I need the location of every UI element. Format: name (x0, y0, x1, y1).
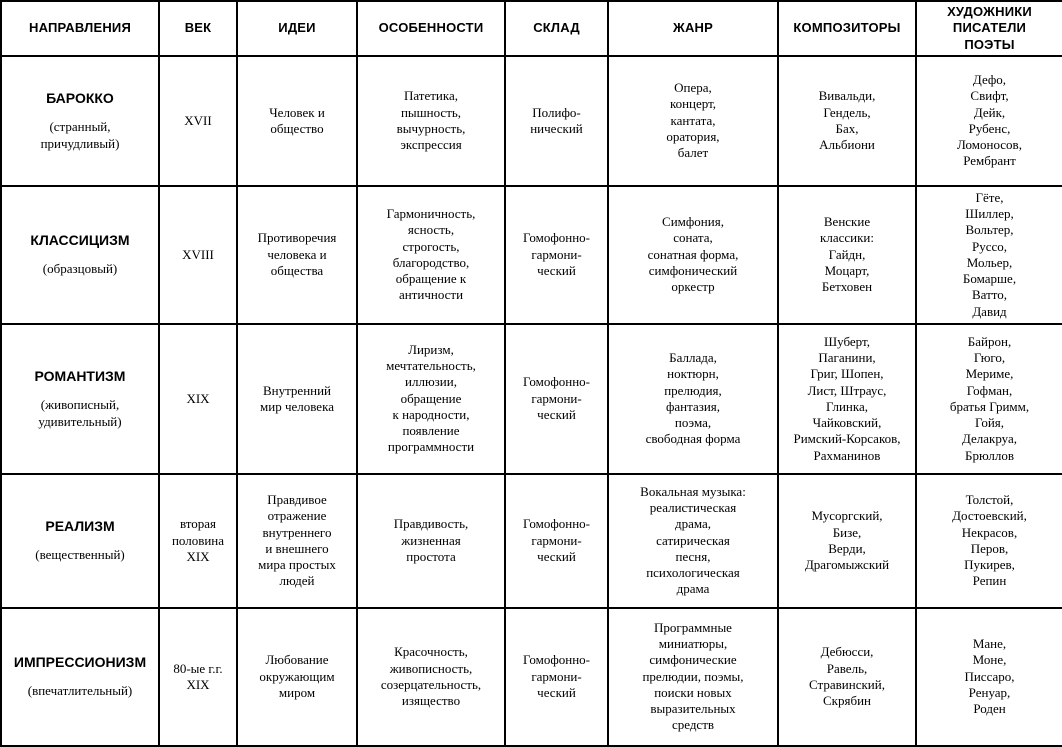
cell-line: Бах, (835, 120, 859, 136)
cell-line: концерт, (669, 96, 717, 112)
texture-cell (505, 608, 608, 746)
cell-line: отражение (267, 508, 327, 524)
cell-line: изящество (401, 693, 461, 708)
direction-description (5, 119, 155, 152)
cell-line: Бизе, (832, 524, 862, 540)
cell-line: Свифт, (970, 88, 1009, 104)
direction-cell (1, 324, 159, 474)
direction-name: РЕАЛИЗМ (45, 517, 115, 534)
cell-line: строгость, (402, 238, 460, 254)
cell-line: (впечатлительный) (27, 683, 133, 699)
cell-line: (живописный, (40, 397, 120, 413)
ideas-cell (237, 324, 357, 474)
cell-line: Григ, Шопен, (810, 366, 884, 382)
cell-line: Гендель, (823, 104, 871, 120)
direction-description (5, 397, 155, 430)
cell-line: Человек и (269, 104, 325, 120)
direction-cell (1, 56, 159, 186)
cell-line: пышность, (400, 104, 462, 120)
cell-line: симфонический (648, 262, 738, 278)
cell-line: Шуберт, (824, 333, 870, 349)
cell-line: Вокальная музыка: (640, 483, 746, 499)
cell-line: Мольер, (966, 254, 1013, 270)
cell-line: Руссо, (971, 238, 1008, 254)
cell-line: симфонические (649, 652, 737, 668)
texture-cell (505, 186, 608, 324)
cell-line: Стравинский, (809, 676, 885, 692)
cell-line: Шиллер, (965, 206, 1014, 221)
cell-line: соната, (673, 230, 713, 246)
cell-line: песня, (675, 548, 711, 564)
cell-line: Равель, (826, 660, 868, 676)
cell-line: (вещественный) (35, 547, 125, 563)
cell-line: Полифо- (532, 104, 581, 120)
cell-line: прелюдии, поэмы, (642, 668, 744, 684)
cell-line: Ломоносов, (957, 137, 1022, 152)
century-cell (159, 324, 237, 474)
cell-line: Симфония, (662, 214, 724, 230)
cell-line: Толстой, (965, 492, 1014, 507)
cell-line: Ватто, (971, 287, 1008, 303)
cell-line: Чайковский, (812, 415, 882, 430)
ideas-cell (237, 186, 357, 324)
table-row (1, 186, 1062, 324)
cell-line: Гармоничность, (386, 206, 476, 221)
cell-line: Скрябин (823, 693, 871, 708)
artists-cell (916, 186, 1062, 324)
features-cell (357, 186, 505, 324)
direction-description (5, 261, 155, 277)
cell-line: Драгомыжский (804, 557, 890, 572)
cell-line: Давид (972, 303, 1007, 319)
cell-line: ПИСАТЕЛИ (952, 20, 1027, 36)
cell-line: Моне, (972, 652, 1007, 668)
header-composers: КОМПОЗИТОРЫ (778, 1, 916, 56)
cell-line: мир человека (260, 398, 334, 414)
cell-line: Гомофонно- (522, 516, 591, 532)
header-artists-writers-poets (916, 1, 1062, 56)
cell-line: Гойя, (974, 415, 1005, 430)
direction-cell (1, 474, 159, 608)
cell-line: Мериме, (965, 366, 1014, 382)
direction-cell (1, 608, 159, 746)
cell-line: Рахманинов (813, 447, 881, 463)
cell-line: XIX (186, 390, 210, 406)
cell-line: обращение к (395, 271, 467, 286)
cell-line: ческий (537, 406, 576, 422)
cell-line: живописность, (389, 660, 473, 676)
table-row (1, 608, 1062, 746)
cell-line: ческий (537, 684, 576, 700)
cell-line: психологическая (646, 565, 740, 581)
cell-line: внутреннего (262, 524, 332, 540)
header-texture: СКЛАД (505, 1, 608, 56)
composers-cell (778, 324, 916, 474)
cell-line: фантазия, (665, 398, 721, 414)
cell-line: поиски новых (654, 684, 732, 700)
artists-cell (916, 324, 1062, 474)
features-cell (357, 56, 505, 186)
direction-description (5, 547, 155, 563)
cell-line: Любование (265, 652, 329, 668)
genre-cell (608, 186, 778, 324)
cell-line: Внутренний (262, 382, 332, 398)
direction-name: ИМПРЕССИОНИЗМ (13, 653, 147, 670)
cell-line: общество (270, 120, 324, 136)
features-cell (357, 474, 505, 608)
cell-line: Перов, (970, 540, 1009, 556)
genre-cell (608, 608, 778, 746)
header-ideas: ИДЕИ (237, 1, 357, 56)
cell-line: ноктюрн, (667, 366, 719, 382)
cell-line: драма, (674, 516, 712, 532)
direction-name: КЛАССИЦИЗМ (30, 231, 130, 248)
cell-line: нический (530, 120, 583, 136)
texture-cell (505, 56, 608, 186)
cell-line: средств (671, 717, 715, 733)
cell-line: Противоречия (257, 230, 337, 246)
cell-line: Программные (654, 619, 732, 635)
cell-line: Вольтер, (965, 222, 1014, 238)
cell-line: Лист, Штраус, (807, 382, 887, 398)
cell-line: классики: (820, 230, 874, 246)
cell-line: сатирическая (656, 532, 730, 548)
cell-line: простота (406, 548, 456, 564)
cell-line: Правдивое (267, 492, 327, 507)
century-cell (159, 186, 237, 324)
cell-line: Бомарше, (962, 271, 1017, 286)
ideas-cell (237, 608, 357, 746)
cell-line: (образцовый) (42, 261, 118, 277)
century-cell (159, 608, 237, 746)
composers-cell (778, 186, 916, 324)
cell-line: Мане, (972, 636, 1007, 652)
cell-line: сонатная форма, (647, 246, 739, 262)
cell-line: XIX (186, 676, 210, 692)
cell-line: вычурность, (396, 120, 466, 136)
cell-line: Правдивость, (393, 516, 469, 532)
cell-line: программности (387, 439, 475, 455)
header-features: ОСОБЕННОСТИ (357, 1, 505, 56)
cell-line: экспрессия (400, 137, 462, 152)
cell-line: к народности, (392, 406, 470, 422)
cell-line: оратория, (666, 128, 720, 144)
cell-line: причудливый) (40, 135, 120, 151)
artists-cell (916, 608, 1062, 746)
cell-line: Гомофонно- (522, 374, 591, 390)
cell-line: Достоевский, (952, 508, 1027, 524)
cell-line: свободная форма (645, 431, 741, 447)
texture-cell (505, 474, 608, 608)
cell-line: Красочность, (394, 644, 468, 660)
cell-line: Гомофонно- (522, 230, 591, 246)
cell-line: Баллада, (669, 350, 717, 365)
cell-line: Рембрант (963, 153, 1016, 169)
features-cell (357, 324, 505, 474)
cell-line: античности (398, 287, 464, 303)
table-row (1, 324, 1062, 474)
cell-line: Некрасов, (961, 524, 1018, 540)
cell-line: Паганини, (818, 350, 876, 365)
header-genre: ЖАНР (608, 1, 778, 56)
century-cell (159, 56, 237, 186)
ideas-cell (237, 56, 357, 186)
direction-name: РОМАНТИЗМ (34, 367, 126, 384)
cell-line: Гайдн, (828, 246, 866, 262)
table-row (1, 56, 1062, 186)
cell-line: Патетика, (403, 88, 459, 104)
cell-line: гармони- (531, 668, 582, 684)
artists-cell (916, 56, 1062, 186)
cell-line: благородство, (392, 254, 470, 270)
cell-line: XVII (184, 112, 212, 128)
cell-line: кантата, (670, 112, 716, 128)
cell-line: Дейк, (973, 104, 1006, 120)
cell-line: миниатюры, (658, 636, 728, 652)
genre-cell (608, 324, 778, 474)
direction-description (5, 683, 155, 699)
cell-line: ческий (537, 548, 576, 564)
cell-line: реалистическая (649, 500, 737, 516)
table-row (1, 474, 1062, 608)
cell-line: Мусоргский, (811, 508, 883, 524)
cell-line: Дебюсси, (820, 644, 874, 660)
direction-name: БАРОККО (46, 89, 114, 106)
cell-line: и внешнего (265, 540, 329, 556)
texture-cell (505, 324, 608, 474)
cell-line: ческий (537, 262, 576, 278)
cell-line: выразительных (650, 701, 736, 717)
cell-line: Бетховен (821, 279, 873, 295)
cell-line: Глинка, (825, 398, 869, 414)
century-cell (159, 474, 237, 608)
cell-line: ХУДОЖНИКИ (947, 4, 1032, 19)
cell-line: человека и (267, 246, 327, 262)
cell-line: Римский-Корсаков, (793, 431, 901, 447)
composers-cell (778, 474, 916, 608)
header-directions: НАПРАВЛЕНИЯ (1, 1, 159, 56)
cell-line: Моцарт, (824, 262, 870, 278)
cell-line: XIX (186, 548, 210, 564)
cell-line: Роден (973, 701, 1006, 717)
cell-line: Репин (972, 573, 1007, 589)
cell-line: Верди, (828, 540, 866, 556)
composers-cell (778, 608, 916, 746)
cell-line: Пукирев, (964, 557, 1015, 572)
cell-line: ясность, (407, 222, 455, 238)
cell-line: гармони- (531, 246, 582, 262)
cell-line: Рубенс, (968, 120, 1011, 136)
cell-line: половина (171, 532, 225, 548)
cell-line: (странный, (49, 119, 111, 135)
cell-line: Венские (823, 214, 871, 230)
cell-line: Ренуар, (968, 684, 1011, 700)
cell-line: Гёте, (975, 189, 1004, 205)
cell-line: Делакруа, (961, 431, 1018, 447)
header-row (1, 1, 1062, 56)
cell-line: гармони- (531, 532, 582, 548)
cell-line: балет (677, 145, 709, 161)
cell-line: Альбиони (819, 137, 875, 152)
cell-line: миром (278, 684, 316, 700)
ideas-cell (237, 474, 357, 608)
cell-line: Лиризм, (408, 341, 454, 357)
cell-line: созерцательность, (380, 676, 482, 692)
genre-cell (608, 474, 778, 608)
features-cell (357, 608, 505, 746)
cell-line: иллюзии, (405, 374, 457, 390)
cell-line: прелюдия, (664, 382, 722, 398)
cell-line: гармони- (531, 390, 582, 406)
cell-line: XVIII (182, 246, 214, 262)
cell-line: 80-ые г.г. (173, 660, 223, 676)
cell-line: общества (270, 262, 324, 278)
cell-line: Гомофонно- (522, 652, 591, 668)
cell-line: мира простых (258, 557, 336, 572)
cell-line: людей (279, 573, 315, 589)
cell-line: удивительный) (38, 413, 122, 429)
direction-cell (1, 186, 159, 324)
cell-line: ПОЭТЫ (964, 36, 1015, 52)
cell-line: драма (676, 581, 710, 597)
cell-line: Вивальди, (818, 88, 876, 104)
artists-cell (916, 474, 1062, 608)
cell-line: окружающим (259, 668, 335, 684)
cell-line: Гюго, (973, 350, 1006, 365)
cell-line: Байрон, (967, 333, 1012, 349)
cell-line: поэма, (674, 415, 712, 430)
genre-cell (608, 56, 778, 186)
composers-cell (778, 56, 916, 186)
cell-line: Опера, (674, 80, 712, 96)
cell-line: братья Гримм, (949, 398, 1030, 414)
cell-line: Писсаро, (964, 668, 1015, 684)
cell-line: жизненная (401, 532, 461, 548)
cell-line: Брюллов (965, 447, 1014, 463)
cell-line: обращение (400, 390, 462, 406)
cell-line: оркестр (671, 279, 715, 295)
cell-line: появление (402, 423, 460, 439)
header-century: ВЕК (159, 1, 237, 56)
cell-line: вторая (179, 516, 217, 532)
cell-line: Дефо, (972, 72, 1007, 87)
cell-line: Гофман, (966, 382, 1013, 398)
cell-line: мечтательность, (386, 358, 476, 374)
